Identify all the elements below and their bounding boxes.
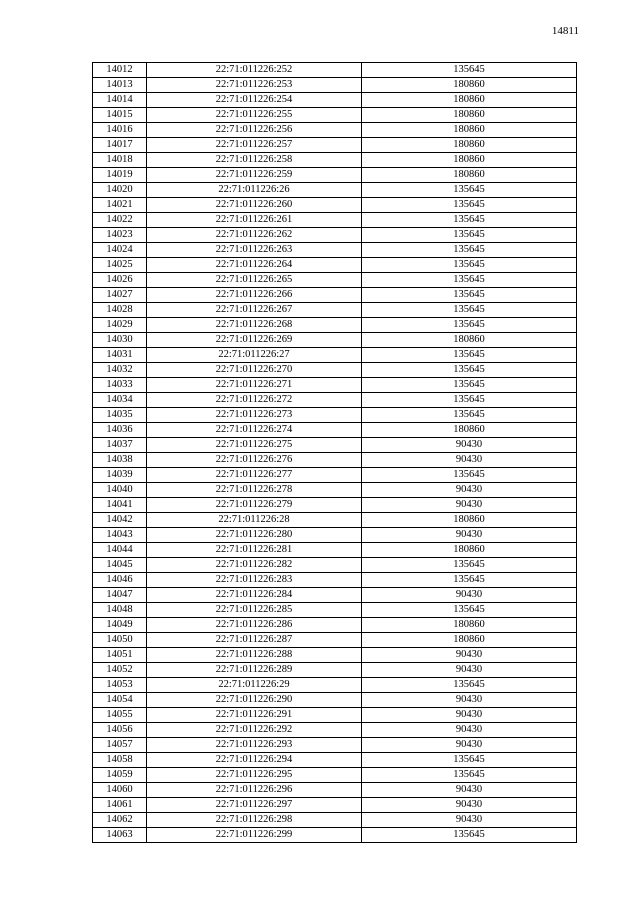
row-number-cell: 14038 [93,453,147,468]
row-number-cell: 14039 [93,468,147,483]
table-row [93,468,577,483]
cadastral-number-cell: 22:71:011226:27 [147,348,362,363]
value-cell: 90430 [362,528,577,543]
table-row [93,303,577,318]
table-row [93,363,577,378]
value-cell: 135645 [362,408,577,423]
table-row [93,288,577,303]
cadastral-number-cell: 22:71:011226:26 [147,183,362,198]
value-cell: 90430 [362,738,577,753]
row-number-cell: 14054 [93,693,147,708]
cadastral-number-cell: 22:71:011226:261 [147,213,362,228]
cadastral-number-cell: 22:71:011226:29 [147,678,362,693]
table-row [93,798,577,813]
row-number-cell: 14063 [93,828,147,843]
value-cell: 135645 [362,678,577,693]
value-cell: 135645 [362,63,577,78]
table-row [93,333,577,348]
row-number-cell: 14040 [93,483,147,498]
row-number-cell: 14061 [93,798,147,813]
row-number-cell: 14042 [93,513,147,528]
table-row [93,318,577,333]
cadastral-number-cell: 22:71:011226:264 [147,258,362,273]
value-cell: 135645 [362,468,577,483]
value-cell: 135645 [362,273,577,288]
value-cell: 180860 [362,138,577,153]
table-row [93,588,577,603]
table-row [93,138,577,153]
value-cell: 135645 [362,378,577,393]
value-cell: 90430 [362,813,577,828]
row-number-cell: 14027 [93,288,147,303]
table-row [93,498,577,513]
table-row [93,78,577,93]
cadastral-number-cell: 22:71:011226:282 [147,558,362,573]
row-number-cell: 14035 [93,408,147,423]
row-number-cell: 14046 [93,573,147,588]
value-cell: 135645 [362,303,577,318]
row-number-cell: 14018 [93,153,147,168]
value-cell: 90430 [362,648,577,663]
table-row [93,213,577,228]
row-number-cell: 14029 [93,318,147,333]
table-row [93,768,577,783]
table-row [93,108,577,123]
row-number-cell: 14045 [93,558,147,573]
value-cell: 135645 [362,828,577,843]
cadastral-number-cell: 22:71:011226:252 [147,63,362,78]
table-row [93,483,577,498]
value-cell: 90430 [362,783,577,798]
cadastral-number-cell: 22:71:011226:296 [147,783,362,798]
cadastral-number-cell: 22:71:011226:273 [147,408,362,423]
value-cell: 180860 [362,93,577,108]
cadastral-number-cell: 22:71:011226:276 [147,453,362,468]
cadastral-number-cell: 22:71:011226:290 [147,693,362,708]
cadastral-number-cell: 22:71:011226:263 [147,243,362,258]
cadastral-number-cell: 22:71:011226:267 [147,303,362,318]
table-row [93,453,577,468]
table-row [93,663,577,678]
table-row [93,813,577,828]
table-row [93,273,577,288]
row-number-cell: 14026 [93,273,147,288]
row-number-cell: 14057 [93,738,147,753]
table-row [93,603,577,618]
row-number-cell: 14044 [93,543,147,558]
row-number-cell: 14041 [93,498,147,513]
cadastral-number-cell: 22:71:011226:295 [147,768,362,783]
table-row [93,438,577,453]
cadastral-number-cell: 22:71:011226:254 [147,93,362,108]
table-row [93,648,577,663]
cadastral-number-cell: 22:71:011226:294 [147,753,362,768]
table-row [93,153,577,168]
row-number-cell: 14023 [93,228,147,243]
cadastral-number-cell: 22:71:011226:299 [147,828,362,843]
value-cell: 135645 [362,753,577,768]
table-row [93,558,577,573]
value-cell: 180860 [362,618,577,633]
row-number-cell: 14013 [93,78,147,93]
table-row [93,123,577,138]
value-cell: 90430 [362,483,577,498]
table-row [93,348,577,363]
cadastral-number-cell: 22:71:011226:274 [147,423,362,438]
table-row [93,693,577,708]
cadastral-number-cell: 22:71:011226:287 [147,633,362,648]
value-cell: 180860 [362,123,577,138]
value-cell: 180860 [362,423,577,438]
value-cell: 180860 [362,543,577,558]
value-cell: 135645 [362,603,577,618]
cadastral-number-cell: 22:71:011226:281 [147,543,362,558]
cadastral-number-cell: 22:71:011226:289 [147,663,362,678]
row-number-cell: 14032 [93,363,147,378]
cadastral-number-cell: 22:71:011226:270 [147,363,362,378]
row-number-cell: 14022 [93,213,147,228]
value-cell: 135645 [362,258,577,273]
cadastral-number-cell: 22:71:011226:260 [147,198,362,213]
cadastral-number-cell: 22:71:011226:293 [147,738,362,753]
table-row [93,528,577,543]
value-cell: 180860 [362,108,577,123]
table-row [93,63,577,78]
row-number-cell: 14033 [93,378,147,393]
row-number-cell: 14016 [93,123,147,138]
row-number-cell: 14031 [93,348,147,363]
value-cell: 90430 [362,453,577,468]
cadastral-number-cell: 22:71:011226:298 [147,813,362,828]
cadastral-number-cell: 22:71:011226:279 [147,498,362,513]
value-cell: 90430 [362,723,577,738]
cadastral-number-cell: 22:71:011226:284 [147,588,362,603]
cadastral-number-cell: 22:71:011226:277 [147,468,362,483]
table-row [93,168,577,183]
value-cell: 90430 [362,663,577,678]
cadastral-number-cell: 22:71:011226:262 [147,228,362,243]
table-row [93,573,577,588]
cadastral-number-cell: 22:71:011226:269 [147,333,362,348]
value-cell: 135645 [362,348,577,363]
row-number-cell: 14014 [93,93,147,108]
row-number-cell: 14030 [93,333,147,348]
table-row [93,258,577,273]
value-cell: 135645 [362,228,577,243]
row-number-cell: 14019 [93,168,147,183]
table-row [93,513,577,528]
value-cell: 90430 [362,708,577,723]
row-number-cell: 14021 [93,198,147,213]
cadastral-number-cell: 22:71:011226:286 [147,618,362,633]
value-cell: 135645 [362,213,577,228]
cadastral-number-cell: 22:71:011226:283 [147,573,362,588]
row-number-cell: 14050 [93,633,147,648]
cadastral-number-cell: 22:71:011226:257 [147,138,362,153]
value-cell: 180860 [362,153,577,168]
cadastral-number-cell: 22:71:011226:268 [147,318,362,333]
row-number-cell: 14058 [93,753,147,768]
registry-table [92,62,577,843]
table-row [93,723,577,738]
table-row [93,93,577,108]
value-cell: 135645 [362,573,577,588]
value-cell: 180860 [362,513,577,528]
row-number-cell: 14053 [93,678,147,693]
row-number-cell: 14015 [93,108,147,123]
row-number-cell: 14048 [93,603,147,618]
table-row [93,618,577,633]
table-row [93,393,577,408]
value-cell: 135645 [362,393,577,408]
cadastral-number-cell: 22:71:011226:297 [147,798,362,813]
value-cell: 135645 [362,363,577,378]
cadastral-number-cell: 22:71:011226:258 [147,153,362,168]
row-number-cell: 14052 [93,663,147,678]
table-row [93,408,577,423]
cadastral-number-cell: 22:71:011226:280 [147,528,362,543]
value-cell: 180860 [362,633,577,648]
table-row [93,378,577,393]
row-number-cell: 14060 [93,783,147,798]
value-cell: 135645 [362,288,577,303]
value-cell: 90430 [362,498,577,513]
table-row [93,678,577,693]
value-cell: 180860 [362,333,577,348]
cadastral-number-cell: 22:71:011226:285 [147,603,362,618]
cadastral-number-cell: 22:71:011226:255 [147,108,362,123]
cadastral-number-cell: 22:71:011226:291 [147,708,362,723]
registry-table-body [93,63,577,843]
table-row [93,633,577,648]
cadastral-number-cell: 22:71:011226:271 [147,378,362,393]
row-number-cell: 14055 [93,708,147,723]
table-row [93,198,577,213]
value-cell: 90430 [362,693,577,708]
cadastral-number-cell: 22:71:011226:278 [147,483,362,498]
table-row [93,228,577,243]
cadastral-number-cell: 22:71:011226:266 [147,288,362,303]
row-number-cell: 14028 [93,303,147,318]
page-number: 14811 [551,25,579,37]
row-number-cell: 14017 [93,138,147,153]
table-row [93,183,577,198]
cadastral-number-cell: 22:71:011226:256 [147,123,362,138]
row-number-cell: 14059 [93,768,147,783]
table-row [93,783,577,798]
cadastral-number-cell: 22:71:011226:275 [147,438,362,453]
row-number-cell: 14062 [93,813,147,828]
table-row [93,543,577,558]
value-cell: 90430 [362,438,577,453]
value-cell: 135645 [362,558,577,573]
cadastral-number-cell: 22:71:011226:253 [147,78,362,93]
value-cell: 90430 [362,588,577,603]
row-number-cell: 14020 [93,183,147,198]
value-cell: 135645 [362,243,577,258]
table-row [93,753,577,768]
value-cell: 90430 [362,798,577,813]
table-row [93,423,577,438]
cadastral-number-cell: 22:71:011226:259 [147,168,362,183]
row-number-cell: 14047 [93,588,147,603]
table-row [93,708,577,723]
row-number-cell: 14049 [93,618,147,633]
row-number-cell: 14037 [93,438,147,453]
cadastral-number-cell: 22:71:011226:272 [147,393,362,408]
value-cell: 180860 [362,168,577,183]
row-number-cell: 14051 [93,648,147,663]
value-cell: 180860 [362,78,577,93]
value-cell: 135645 [362,768,577,783]
cadastral-number-cell: 22:71:011226:28 [147,513,362,528]
value-cell: 135645 [362,198,577,213]
row-number-cell: 14024 [93,243,147,258]
table-row [93,738,577,753]
table-row [93,243,577,258]
table-row [93,828,577,843]
row-number-cell: 14056 [93,723,147,738]
row-number-cell: 14025 [93,258,147,273]
row-number-cell: 14034 [93,393,147,408]
row-number-cell: 14036 [93,423,147,438]
cadastral-number-cell: 22:71:011226:292 [147,723,362,738]
cadastral-number-cell: 22:71:011226:288 [147,648,362,663]
row-number-cell: 14043 [93,528,147,543]
cadastral-number-cell: 22:71:011226:265 [147,273,362,288]
row-number-cell: 14012 [93,63,147,78]
value-cell: 135645 [362,318,577,333]
value-cell: 135645 [362,183,577,198]
